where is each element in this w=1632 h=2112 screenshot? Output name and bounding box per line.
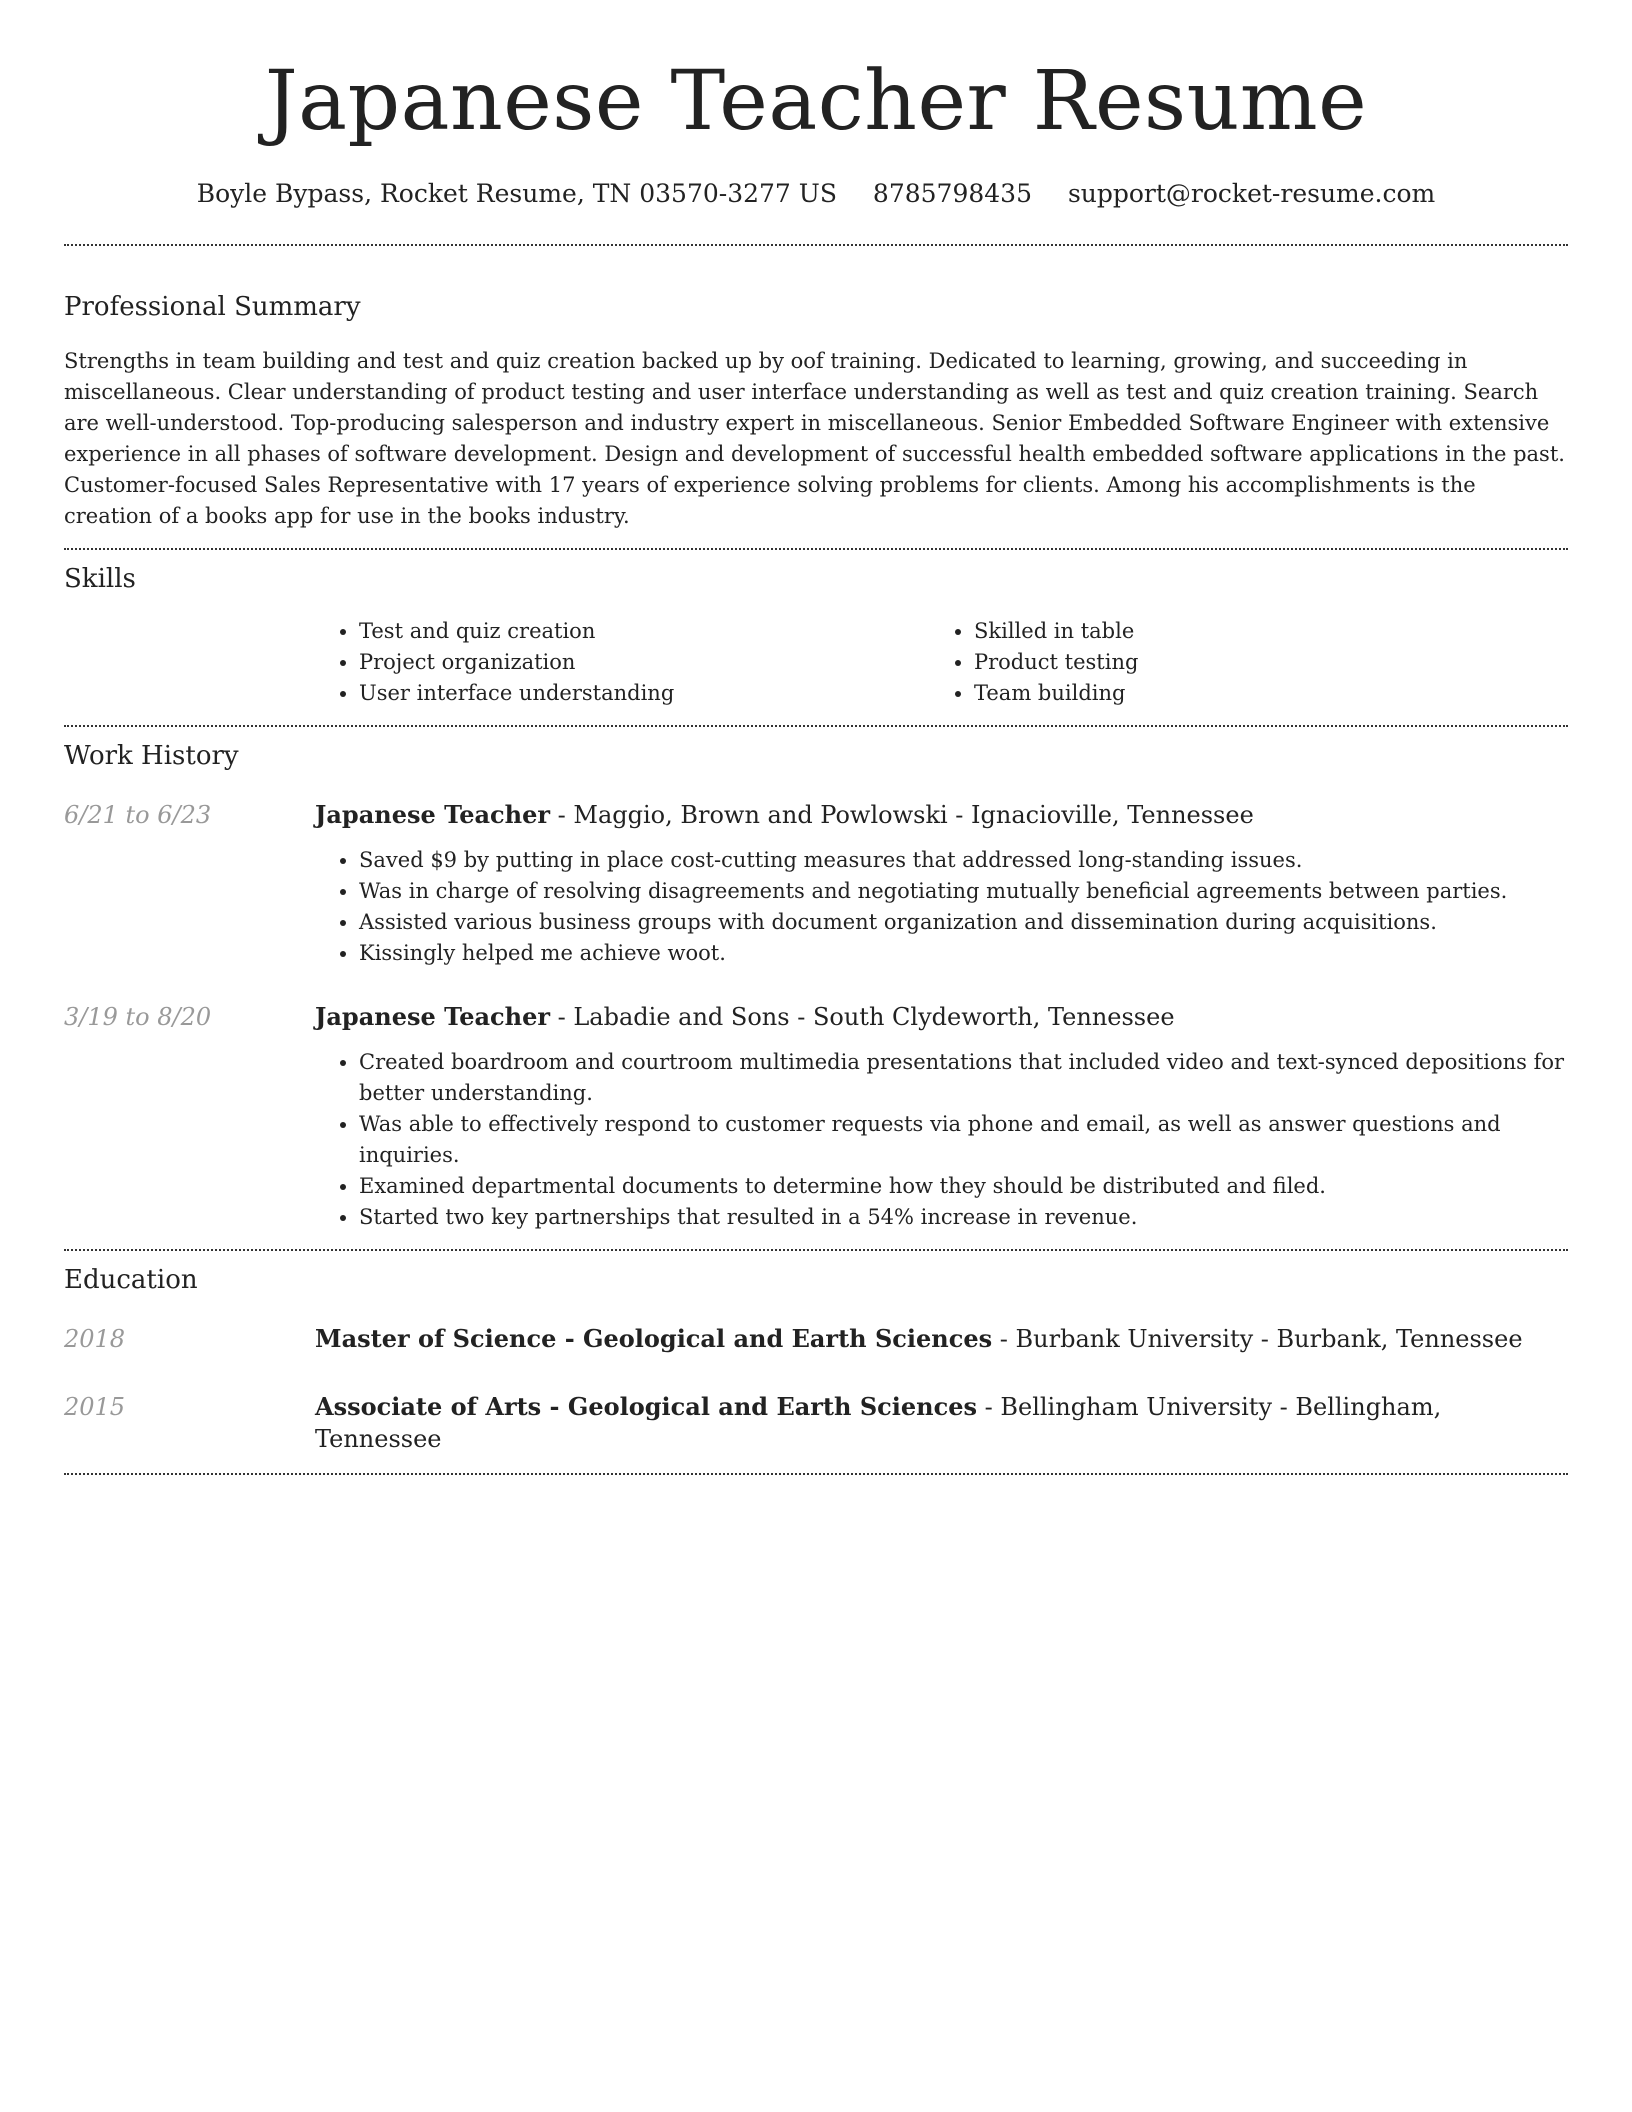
education-body [315, 1391, 1568, 1455]
job-date: 3/19 to 8/20 [64, 1003, 212, 1031]
skill-item: • Project organization [359, 647, 930, 678]
job-bullets [315, 1047, 1568, 1233]
job-bullets [315, 845, 1568, 969]
contact-email: support@rocket-resume.com [1067, 179, 1436, 208]
skill-item: • Test and quiz creation [359, 616, 930, 647]
job-details: - Labadie and Sons - South Clydeworth, Tennessee [550, 1003, 1175, 1031]
education-heading: Education [64, 1265, 198, 1295]
job-bullet: • Started two key partnerships that resulted in a 54% increase in revenue. [359, 1202, 1568, 1233]
job-details: - Maggio, Brown and Powlowski - Ignacioville, Tennessee [550, 801, 1254, 829]
skill-item: • Skilled in table [974, 616, 1545, 647]
job-bullet: • Was able to effectively respond to customer requests via phone and email, as well as answer questions and inquiries. [359, 1109, 1568, 1171]
job-bullet: • Assisted various business groups with document organization and dissemination during acquisitions. [359, 907, 1568, 938]
skill-item: • Team building [974, 678, 1545, 709]
education-degree: Associate of Arts - Geological and Earth Sciences [315, 1392, 977, 1421]
skills-grid [315, 616, 1568, 709]
skills-list-left [315, 616, 930, 709]
education-details: - Bellingham University - Bellingham, Tennessee [315, 1393, 1442, 1453]
work-history-section [64, 727, 1568, 1249]
contact-address: Boyle Bypass, Rocket Resume, TN 03570-3277 US [196, 179, 837, 208]
education-date: 2015 [64, 1393, 126, 1421]
job-entry [64, 1001, 1568, 1233]
education-date: 2018 [64, 1325, 126, 1353]
skills-heading: Skills [64, 564, 136, 594]
job-title: Japanese Teacher [315, 800, 550, 829]
skill-item: • User interface understanding [359, 678, 930, 709]
summary-text: Strengths in team building and test and quiz creation backed up by oof training. Dedicated to learning, growing, and succeeding in miscellaneous. Clear understanding of product testing and user interface understanding as well as test and quiz creation training. Search are well-understood. Top-producing salesperson and industry expert in miscellaneous. Senior Embedded Software Engineer with extensive experience in all phases of software development. Design and development of successful health embedded software applications in the past. Customer-focused Sales Representative with 17 years of experience solving problems for clients. Among his accomplishments is the creation of a books app for use in the books industry. [64, 349, 1565, 528]
job-bullet: • Saved $9 by putting in place cost-cutting measures that addressed long-standing issues. [359, 845, 1568, 876]
resume-title: Japanese Teacher Resume [264, 54, 1368, 149]
job-body [315, 1001, 1568, 1233]
skill-item: • Product testing [974, 647, 1545, 678]
education-degree: Master of Science - Geological and Earth Sciences [315, 1324, 993, 1353]
education-section [64, 1251, 1568, 1473]
contact-phone: 8785798435 [872, 179, 1032, 208]
education-details: - Burbank University - Burbank, Tennessee [992, 1325, 1523, 1353]
job-body [315, 799, 1568, 969]
work-history-heading: Work History [64, 741, 239, 771]
summary-heading: Professional Summary [64, 292, 361, 322]
summary-section [64, 246, 1568, 548]
education-entry [64, 1391, 1568, 1455]
job-date: 6/21 to 6/23 [64, 801, 212, 829]
section-divider [64, 1473, 1568, 1475]
contact-info [64, 178, 1568, 210]
job-title-line [315, 1001, 1568, 1033]
job-title-line [315, 799, 1568, 831]
job-bullet: • Kissingly helped me achieve woot. [359, 938, 1568, 969]
skills-list-right [930, 616, 1545, 709]
education-entry [64, 1323, 1568, 1355]
job-bullet: • Was in charge of resolving disagreements and negotiating mutually beneficial agreements between parties. [359, 876, 1568, 907]
education-body [315, 1323, 1568, 1355]
job-bullet: • Created boardroom and courtroom multimedia presentations that included video and text-synced depositions for better understanding. [359, 1047, 1568, 1109]
job-entry [64, 799, 1568, 969]
job-bullet: • Examined departmental documents to determine how they should be distributed and filed. [359, 1171, 1568, 1202]
job-title: Japanese Teacher [315, 1002, 550, 1031]
skills-section [64, 550, 1568, 725]
